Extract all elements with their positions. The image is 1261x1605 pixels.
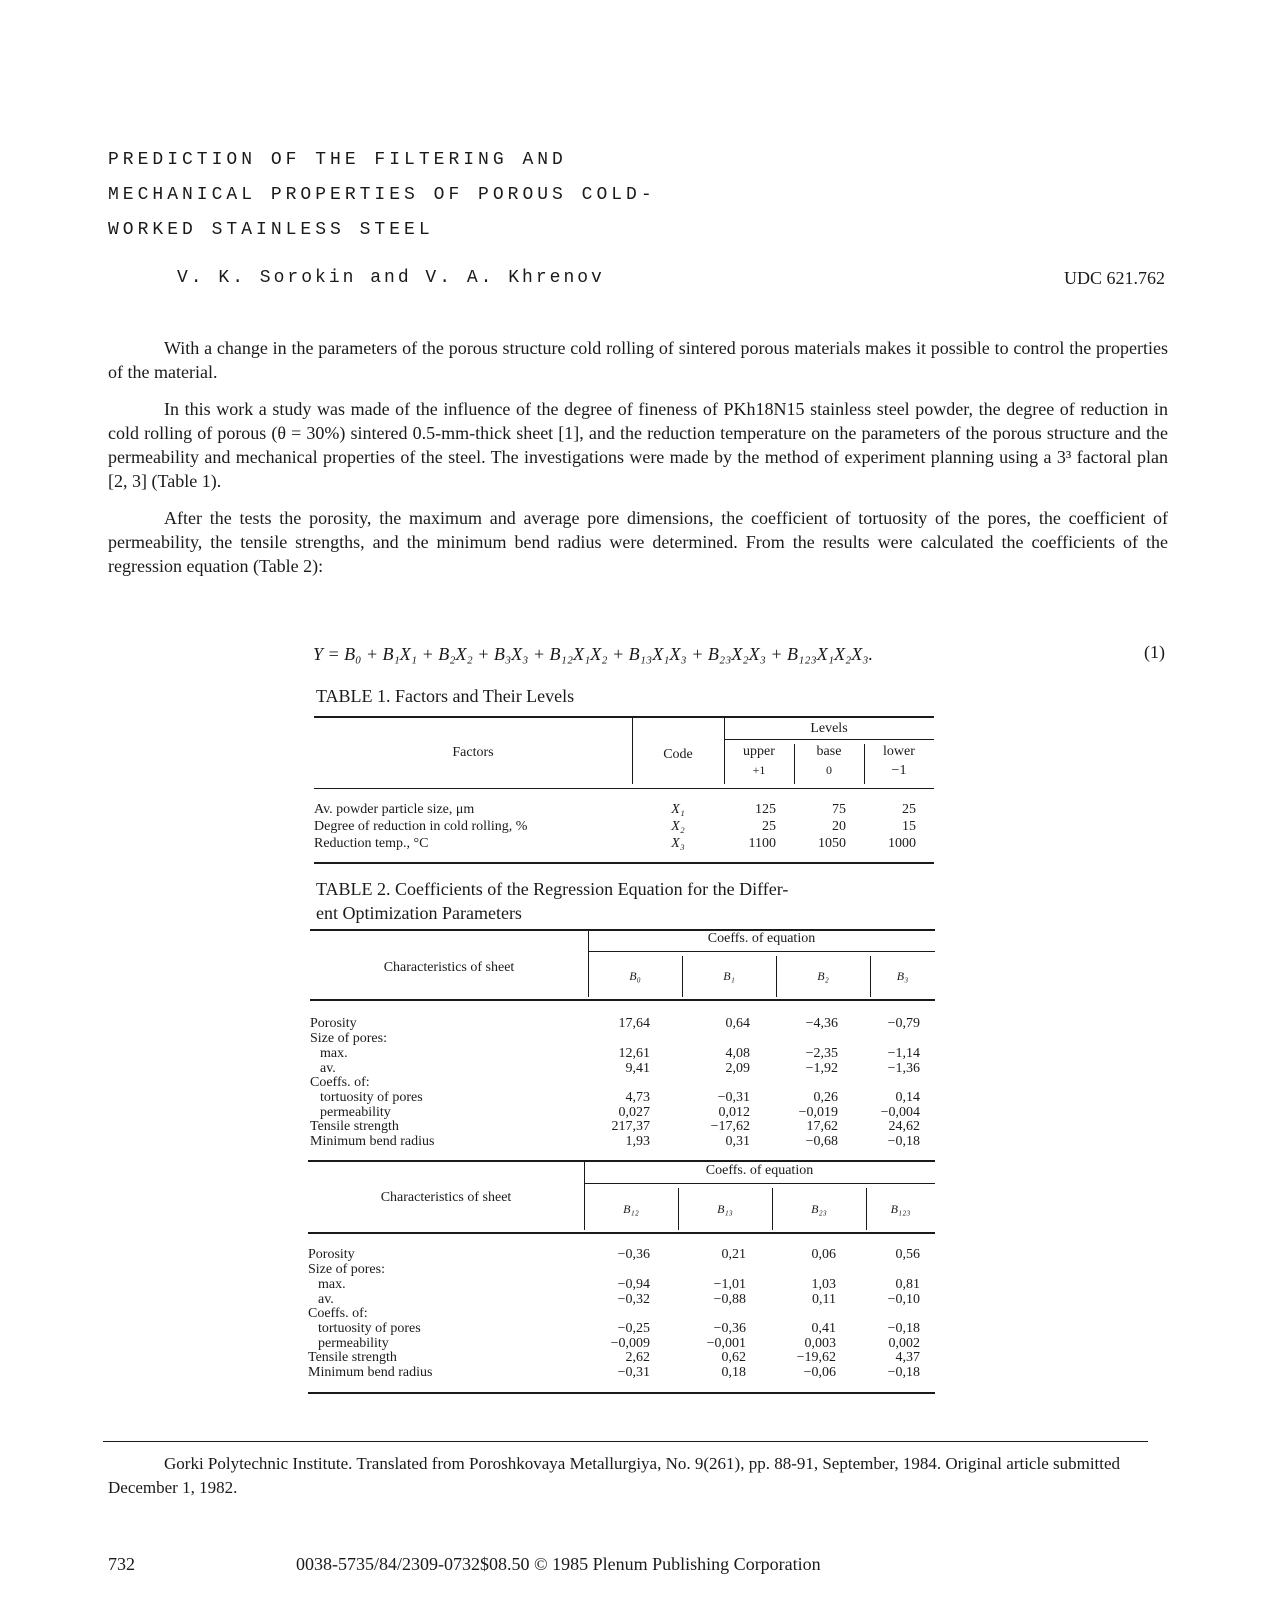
- t2p1-r4-c1: 0,012: [718, 1105, 750, 1120]
- table2-part1-coeffs-header: Coeffs. of equation: [707, 931, 816, 946]
- authors: V. K. Sorokin and V. A. Khrenov: [177, 268, 605, 288]
- t2p2-r6-c0: −0,31: [617, 1365, 650, 1380]
- table2-part2: [308, 1160, 935, 1395]
- t2p1-r6-c0: 1,93: [625, 1134, 650, 1149]
- t2p2-r3-c1: −0,36: [713, 1321, 746, 1336]
- t2p2-label-coeffs: Coeffs. of:: [308, 1306, 368, 1321]
- table1-lower-code: −1: [891, 763, 907, 778]
- table1-row-3-upper: 1100: [748, 836, 776, 851]
- table2-part2-bottom-rule: [308, 1392, 935, 1394]
- t2p1-r2-c0: 9,41: [625, 1061, 650, 1076]
- table2-part2-top-rule: [308, 1160, 935, 1162]
- table1-row-3-factor: Reduction temp., °C: [314, 836, 429, 851]
- page-number: 732: [108, 1554, 135, 1574]
- t2p1-label-tortuosity: tortuosity of pores: [320, 1090, 423, 1105]
- table2-part2-coeffs-header: Coeffs. of equation: [705, 1163, 814, 1178]
- table1-factors-header: Factors: [452, 745, 494, 760]
- t2p1-r6-c1: 0,31: [725, 1134, 750, 1149]
- t2p1-r2-c1: 2,09: [725, 1061, 750, 1076]
- table2-part1-coeffs-rule: [588, 951, 935, 952]
- equation-number: (1): [1144, 642, 1165, 662]
- table1-upper-header: upper: [743, 744, 775, 759]
- t2p1-label-max: max.: [320, 1046, 348, 1061]
- t2p2-r0-c2: 0,06: [811, 1247, 836, 1262]
- t2p1-r4-c3: −0,004: [880, 1105, 920, 1120]
- table1-header-rule: [314, 788, 934, 789]
- t2p1-label-coeffs: Coeffs. of:: [310, 1075, 370, 1090]
- t2p2-label-porosity: Porosity: [308, 1247, 355, 1262]
- table2-col-b0: B₀: [629, 969, 641, 983]
- t2p2-r1-c0: −0,94: [617, 1277, 650, 1292]
- table1-levels-rule: [724, 739, 934, 740]
- t2p1-label-bend: Minimum bend radius: [310, 1134, 435, 1149]
- copyright-line: 0038-5735/84/2309-0732$08.50 © 1985 Plenum Publishing Corporation: [296, 1554, 821, 1574]
- t2p2-r1-c1: −1,01: [713, 1277, 746, 1292]
- t2p2-r2-c0: −0,32: [617, 1292, 650, 1307]
- t2p1-r0-c0: 17,64: [618, 1016, 650, 1031]
- body-text: [108, 336, 1168, 578]
- t2p1-r4-c0: 0,027: [618, 1105, 650, 1120]
- table1-row-1-upper: 125: [755, 802, 776, 817]
- t2p1-r1-c1: 4,08: [725, 1046, 750, 1061]
- t2p2-r2-c1: −0,88: [713, 1292, 746, 1307]
- regression-equation: Y = B₀ + B₁X₁ + B₂X₂ + B₃X₃ + B₁₂X₁X₂ + B₁₃X₁X₃ + B₂₃X₂X₃ + B₁₂₃X₁X₂X₃.: [313, 644, 874, 664]
- t2p2-r5-c0: 2,62: [625, 1350, 650, 1365]
- table1-row-3-code: X₃: [671, 836, 685, 851]
- t2p2-label-size: Size of pores:: [308, 1262, 385, 1277]
- footnote: Gorki Polytechnic Institute. Translated from Poroshkovaya Metallurgiya, No. 9(261), pp. 88-91, September, 1984. Original article submitted December 1, 1982.: [108, 1454, 1121, 1497]
- udc-code: UDC 621.762: [1063, 268, 1165, 288]
- t2p2-label-av: av.: [318, 1292, 334, 1307]
- table2-col-b12: B₁₂: [623, 1202, 639, 1216]
- t2p1-label-permeability: permeability: [320, 1105, 391, 1120]
- t2p2-label-tensile: Tensile strength: [308, 1350, 397, 1365]
- t2p1-r0-c3: −0,79: [887, 1016, 920, 1031]
- t2p2-r0-c0: −0,36: [617, 1247, 650, 1262]
- table2-col-b13: B₁₃: [717, 1202, 733, 1216]
- paragraph-1: With a change in the parameters of the porous structure cold rolling of sintered porous materials makes it possible to control the properties of the material.: [108, 338, 1168, 382]
- t2p2-label-tortuosity: tortuosity of pores: [318, 1321, 421, 1336]
- t2p2-label-max: max.: [318, 1277, 346, 1292]
- t2p1-r1-c3: −1,14: [887, 1046, 920, 1061]
- t2p2-r3-c2: 0,41: [811, 1321, 836, 1336]
- table1-row-1-factor: Av. powder particle size, μm: [314, 802, 475, 817]
- t2p1-r3-c2: 0,26: [813, 1090, 838, 1105]
- table1-row-1-base: 75: [832, 802, 846, 817]
- table2-part1-header-rule: [310, 999, 935, 1001]
- t2p2-r2-c2: 0,11: [812, 1292, 836, 1307]
- table1-base-code: 0: [826, 763, 832, 777]
- t2p1-r2-c3: −1,36: [887, 1061, 920, 1076]
- table2-part2-header-rule: [308, 1232, 935, 1234]
- table1-upper-code: +1: [752, 763, 766, 777]
- table2-part2-coeffs-rule: [584, 1183, 935, 1184]
- t2p1-r6-c2: −0,68: [805, 1134, 838, 1149]
- t2p1-r5-c0: 217,37: [611, 1119, 650, 1134]
- t2p2-r4-c0: −0,009: [610, 1336, 650, 1351]
- table1-code-header: Code: [663, 747, 693, 762]
- paragraph-2: In this work a study was made of the influence of the degree of fineness of PKh18N15 stainless steel powder, the degree of reduction in cold rolling of porous (θ = 30%) sintered 0.5-mm-thick sheet [1], and the reduction temperature on the parameters of the porous structure and the permeability and mechanical properties of the steel. The investigations were made by the method of experiment planning using a 3³ factoral plan [2, 3] (Table 1).: [108, 399, 1168, 491]
- table1-base-header: base: [816, 744, 842, 759]
- t2p1-r3-c0: 4,73: [625, 1090, 650, 1105]
- t2p1-r3-c3: 0,14: [895, 1090, 920, 1105]
- table1-row-1-code: X₁: [671, 802, 685, 817]
- t2p2-r6-c1: 0,18: [721, 1365, 746, 1380]
- table2-col-b23: B₂₃: [811, 1202, 827, 1216]
- table2-part1: [310, 929, 935, 1154]
- t2p1-r1-c2: −2,35: [805, 1046, 838, 1061]
- t2p2-r3-c3: −0,18: [887, 1321, 920, 1336]
- t2p1-label-tensile: Tensile strength: [310, 1119, 399, 1134]
- t2p1-r5-c1: −17,62: [710, 1119, 750, 1134]
- table1-row-2-factor: Degree of reduction in cold rolling, %: [314, 819, 528, 834]
- t2p2-r4-c3: 0,002: [888, 1336, 920, 1351]
- t2p2-r4-c2: 0,003: [804, 1336, 836, 1351]
- t2p2-r2-c3: −0,10: [887, 1292, 920, 1307]
- t2p1-label-av: av.: [320, 1061, 336, 1076]
- table2-part2-char-header: Characteristics of sheet: [380, 1190, 512, 1205]
- t2p2-r5-c3: 4,37: [895, 1350, 920, 1365]
- table1: [314, 716, 934, 866]
- title-line-1: PREDICTION OF THE FILTERING AND: [108, 150, 567, 170]
- table2-caption-line-2: ent Optimization Parameters: [316, 903, 522, 923]
- t2p1-label-porosity: Porosity: [310, 1016, 357, 1031]
- t2p1-r1-c0: 12,61: [618, 1046, 650, 1061]
- table1-row-2-lower: 15: [902, 819, 916, 834]
- table2-col-b123: B₁₂₃: [890, 1202, 911, 1216]
- t2p1-r3-c1: −0,31: [717, 1090, 750, 1105]
- t2p2-label-permeability: permeability: [318, 1336, 389, 1351]
- table1-row-3-lower: 1000: [888, 836, 916, 851]
- t2p2-r0-c1: 0,21: [721, 1247, 746, 1262]
- table2-col-b2: B₂: [817, 969, 829, 983]
- t2p1-r0-c2: −4,36: [805, 1016, 838, 1031]
- table2-part1-char-header: Characteristics of sheet: [383, 960, 515, 975]
- article-title: [108, 143, 656, 248]
- t2p2-r6-c3: −0,18: [887, 1365, 920, 1380]
- t2p1-r2-c2: −1,92: [805, 1061, 838, 1076]
- paragraph-3: After the tests the porosity, the maximum and average pore dimensions, the coefficient of tortuosity of the pores, the coefficient of permeability, the tensile strengths, and the minimum bend radius were determined. From the results were calculated the coefficients of the regression equation (Table 2):: [108, 508, 1168, 576]
- table1-row-2-base: 20: [832, 819, 846, 834]
- t2p1-label-size: Size of pores:: [310, 1031, 387, 1046]
- t2p2-r5-c1: 0,62: [721, 1350, 746, 1365]
- footnote-rule: [103, 1441, 1148, 1442]
- table1-row-1-lower: 25: [902, 802, 916, 817]
- t2p2-r1-c2: 1,03: [811, 1277, 836, 1292]
- t2p2-r1-c3: 0,81: [895, 1277, 920, 1292]
- t2p2-r5-c2: −19,62: [796, 1350, 836, 1365]
- table1-levels-header: Levels: [810, 721, 848, 736]
- table1-caption: TABLE 1. Factors and Their Levels: [316, 686, 575, 706]
- t2p2-r6-c2: −0,06: [803, 1365, 836, 1380]
- t2p1-r6-c3: −0,18: [887, 1134, 920, 1149]
- table1-lower-header: lower: [883, 744, 915, 759]
- table1-row-3-base: 1050: [818, 836, 846, 851]
- table1-bottom-rule: [314, 862, 934, 864]
- t2p2-r0-c3: 0,56: [895, 1247, 920, 1262]
- t2p1-r5-c3: 24,62: [888, 1119, 920, 1134]
- title-line-2: MECHANICAL PROPERTIES OF POROUS COLD-: [108, 185, 656, 205]
- table2-col-b1: B₁: [723, 969, 735, 983]
- t2p2-label-bend: Minimum bend radius: [308, 1365, 433, 1380]
- table1-row-2-code: X₂: [671, 819, 685, 834]
- table2-col-b3: B₃: [896, 969, 909, 983]
- t2p2-r4-c1: −0,001: [706, 1336, 746, 1351]
- title-line-3: WORKED STAINLESS STEEL: [108, 220, 434, 240]
- table1-top-rule: [314, 716, 934, 718]
- t2p1-r5-c2: 17,62: [806, 1119, 838, 1134]
- t2p2-r3-c0: −0,25: [617, 1321, 650, 1336]
- t2p1-r4-c2: −0,019: [798, 1105, 838, 1120]
- table2-caption: [316, 877, 788, 925]
- t2p1-r0-c1: 0,64: [725, 1016, 750, 1031]
- table1-row-2-upper: 25: [762, 819, 776, 834]
- table2-caption-line-1: TABLE 2. Coefficients of the Regression Equation for the Differ-: [316, 879, 789, 899]
